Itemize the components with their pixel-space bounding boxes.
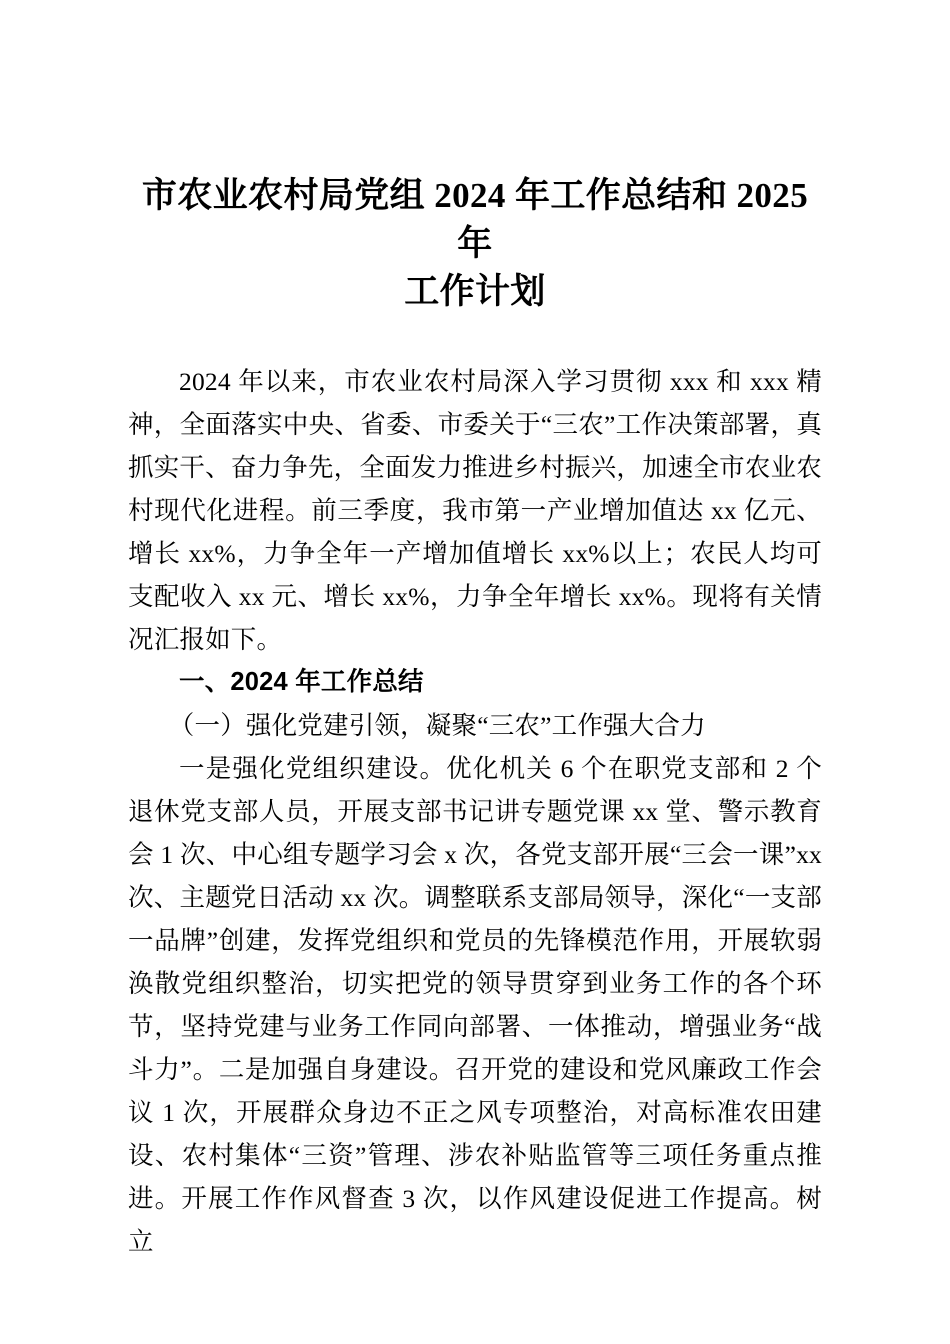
page-title	[128, 0, 822, 316]
subsection-heading-one-1: （一）强化党建引领，凝聚“三农”工作强大合力	[168, 711, 706, 740]
document-body	[128, 360, 822, 1263]
section-heading-one: 一、2024 年工作总结	[179, 668, 424, 696]
intro-paragraph: 2024 年以来，市农业农村局深入学习贯彻 xxx 和 xxx 精神，全面落实中央、省委、市委关于“三农”工作决策部署，真抓实干、奋力争先，全面发力推进乡村振兴，加速全市农业农村现代化进程。前三季度，我市第一产业增加值达 xx 亿元、增长 xx%，力争全年一产增加值增长 xx%以上；农民人均可支配收入 xx 元、增长 xx%，力争全年增长 xx%。现将有关情况汇报如下。	[128, 367, 822, 654]
document-content-column	[128, 0, 822, 1263]
party-building-paragraph: 一是强化党组织建设。优化机关 6 个在职党支部和 2 个退休党支部人员，开展支部书记讲专题党课 xx 堂、警示教育会 1 次、中心组专题学习会 x 次，各党支部开展“三会一课”xx 次、主题党日活动 xx 次。调整联系支部局领导，深化“一支部一品牌”创建，发挥党组织和党员的先锋模范作用，开展软弱涣散党组织整治，切实把党的领导贯穿到业务工作的各个环节，坚持党建与业务工作同向部署、一体推动，增强业务“战斗力”。二是加强自身建设。召开党的建设和党风廉政工作会议 1 次，开展群众身边不正之风专项整治，对高标准农田建设、农村集体“三资”管理、涉农补贴监管等三项任务重点推进。开展工作作风督查 3 次，以作风建设促进工作提高。树立	[128, 754, 822, 1256]
page-title-line-1: 市农业农村局党组 2024 年工作总结和 2025 年	[141, 176, 809, 263]
page-title-line-2: 工作计划	[404, 272, 546, 311]
